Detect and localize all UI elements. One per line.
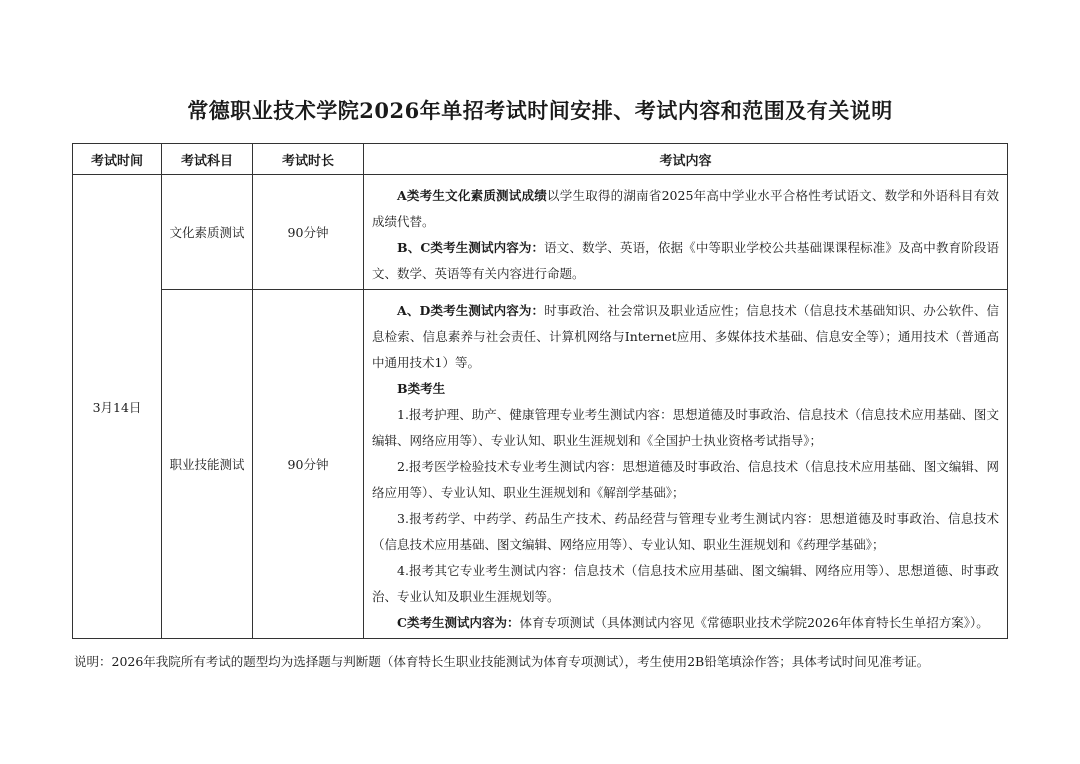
content-paragraph: 4.报考其它专业考生测试内容：信息技术（信息技术应用基础、图文编辑、网络应用等）、思想道德、时事政治、专业认知及职业生涯规划等。 xyxy=(372,563,999,604)
header-exam-duration: 考试时长 xyxy=(253,144,364,175)
header-exam-content: 考试内容 xyxy=(364,144,1008,175)
header-exam-time: 考试时间 xyxy=(73,144,162,175)
content-paragraph: 3.报考药学、中药学、药品生产技术、药品经营与管理专业考生测试内容：思想道德及时事政治、信息技术（信息技术应用基础、图文编辑、网络应用等）、专业认知、职业生涯规划和《药理学基础》； xyxy=(372,511,999,552)
table-row xyxy=(73,290,1008,639)
page-title: 常德职业技术学院2026年单招考试时间安排、考试内容和范围及有关说明 xyxy=(187,98,893,123)
subject-cell: 职业技能测试 xyxy=(162,290,253,639)
content-paragraph: A类考生文化素质测试成绩以学生取得的湖南省2025年高中学业水平合格性考试语文、数学和外语科目有效成绩代替。 xyxy=(372,188,999,229)
exam-date-cell: 3月14日 xyxy=(73,175,162,639)
content-cell xyxy=(364,175,1008,290)
content-paragraph: B、C类考生测试内容为：语文、数学、英语，依据《中等职业学校公共基础课课程标准》及高中教育阶段语文、数学、英语等有关内容进行命题。 xyxy=(372,240,999,281)
content-paragraph: B类考生 xyxy=(397,381,446,396)
table-row xyxy=(73,175,1008,290)
subject-cell: 文化素质测试 xyxy=(162,175,253,290)
duration-cell: 90分钟 xyxy=(253,175,364,290)
table-header-row xyxy=(73,144,1008,175)
content-paragraph: A、D类考生测试内容为：时事政治、社会常识及职业适应性；信息技术（信息技术基础知识、办公软件、信息检索、信息素养与社会责任、计算机网络与Internet应用、多媒体技术基础、信息安全等）；通用技术（普通高中通用技术1）等。 xyxy=(372,303,999,370)
content-paragraph: C类考生测试内容为：体育专项测试（具体测试内容见《常德职业技术学院2026年体育特长生单招方案》）。 xyxy=(397,615,989,630)
exam-schedule-table xyxy=(72,143,1008,639)
header-exam-subject: 考试科目 xyxy=(162,144,253,175)
footnote: 说明：2026年我院所有考试的题型均为选择题与判断题（体育特长生职业技能测试为体育专项测试），考生使用2B铅笔填涂作答；具体考试时间见准考证。 xyxy=(74,654,930,669)
content-paragraph: 2.报考医学检验技术专业考生测试内容：思想道德及时事政治、信息技术（信息技术应用基础、图文编辑、网络应用等）、专业认知、职业生涯规划和《解剖学基础》； xyxy=(372,459,999,500)
duration-cell: 90分钟 xyxy=(253,290,364,639)
content-paragraph: 1.报考护理、助产、健康管理专业考生测试内容：思想道德及时事政治、信息技术（信息技术应用基础、图文编辑、网络应用等）、专业认知、职业生涯规划和《全国护士执业资格考试指导》； xyxy=(372,407,999,448)
content-cell xyxy=(364,290,1008,639)
